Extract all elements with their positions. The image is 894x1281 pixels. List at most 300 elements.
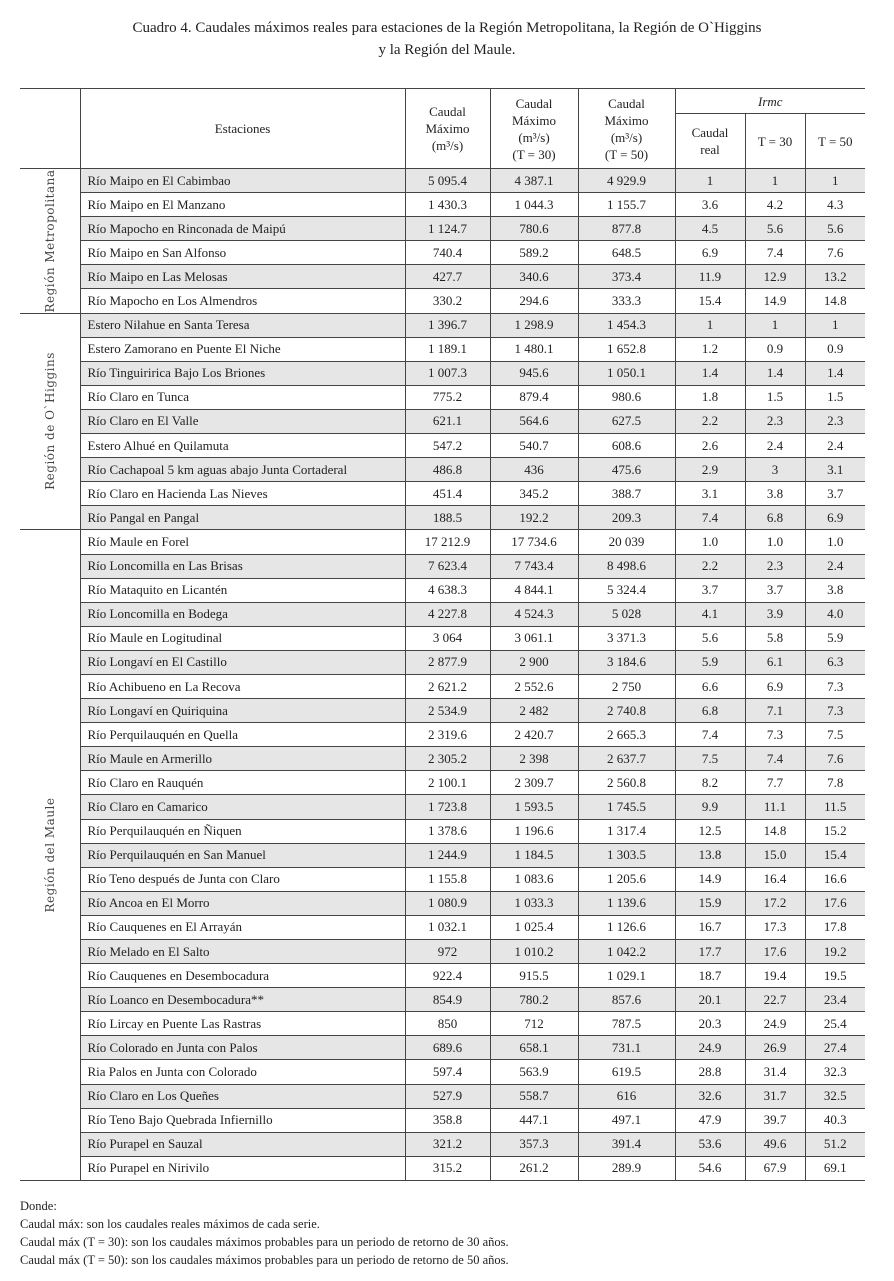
caudal-t50: 619.5: [578, 1060, 675, 1084]
caudal-t50: 497.1: [578, 1108, 675, 1132]
irmc-t50: 2.4: [805, 554, 865, 578]
station-name: Río Claro en Los Queñes: [80, 1084, 405, 1108]
irmc-t30: 7.7: [745, 771, 805, 795]
irmc-t30: 49.6: [745, 1132, 805, 1156]
station-name: Río Maipo en Las Melosas: [80, 265, 405, 289]
irmc-real: 2.9: [675, 458, 745, 482]
irmc-real: 4.5: [675, 217, 745, 241]
irmc-t30: 1.4: [745, 361, 805, 385]
header-line: (T = 30): [512, 146, 556, 162]
caudal-t50: 3 184.6: [578, 650, 675, 674]
caudal-t30-header: [490, 89, 578, 169]
station-name: Río Longaví en El Castillo: [80, 650, 405, 674]
caudal-t30: 192.2: [490, 506, 578, 530]
caudal-t30: 340.6: [490, 265, 578, 289]
table-row: [20, 915, 865, 939]
caudal-t50: 3 371.3: [578, 626, 675, 650]
irmc-real: 6.8: [675, 699, 745, 723]
caudal-t30: 7 743.4: [490, 554, 578, 578]
irmc-real: 3.6: [675, 193, 745, 217]
caudal-max: 2 305.2: [405, 747, 490, 771]
caudal-max: 1 155.8: [405, 867, 490, 891]
caudal-max: 3 064: [405, 626, 490, 650]
irmc-t50: 0.9: [805, 337, 865, 361]
irmc-t30: 24.9: [745, 1012, 805, 1036]
caudal-t30: 436: [490, 458, 578, 482]
station-name: Río Colorado en Junta con Palos: [80, 1036, 405, 1060]
irmc-real: 47.9: [675, 1108, 745, 1132]
irmc-t30: 31.4: [745, 1060, 805, 1084]
caudal-t30: 1 196.6: [490, 819, 578, 843]
caudal-max: 1 244.9: [405, 843, 490, 867]
station-name: Estero Zamorano en Puente El Niche: [80, 337, 405, 361]
caudal-t50: 388.7: [578, 482, 675, 506]
irmc-real: 3.7: [675, 578, 745, 602]
caudal-max: 1 723.8: [405, 795, 490, 819]
caudal-max: 1 124.7: [405, 217, 490, 241]
irmc-real: 18.7: [675, 964, 745, 988]
table-row: [20, 795, 865, 819]
irmc-t50: 15.2: [805, 819, 865, 843]
caudal-t50: 2 665.3: [578, 723, 675, 747]
irmc-real: 32.6: [675, 1084, 745, 1108]
caudal-t50: 608.6: [578, 434, 675, 458]
region-cell: [20, 313, 80, 530]
header-line: Caudal: [429, 104, 466, 119]
station-name: Río Perquilauquén en Quella: [80, 723, 405, 747]
caudal-max: 1 080.9: [405, 891, 490, 915]
header-line: (m³/s): [431, 138, 464, 153]
irmc-t30: 22.7: [745, 988, 805, 1012]
caudal-t50: 8 498.6: [578, 554, 675, 578]
caudal-max: 2 100.1: [405, 771, 490, 795]
irmc-real: 24.9: [675, 1036, 745, 1060]
irmc-t50: 17.6: [805, 891, 865, 915]
station-name: Río Claro en Hacienda Las Nieves: [80, 482, 405, 506]
caudal-t30: 564.6: [490, 409, 578, 433]
caudal-t50: 1 303.5: [578, 843, 675, 867]
irmc-t50: 32.5: [805, 1084, 865, 1108]
caudal-max: 740.4: [405, 241, 490, 265]
irmc-t50: 1.5: [805, 385, 865, 409]
caudal-t30: 4 844.1: [490, 578, 578, 602]
irmc-t30: 1: [745, 169, 805, 193]
header-line: Caudal: [691, 125, 729, 140]
irmc-real: 54.6: [675, 1156, 745, 1180]
caudal-max: 621.1: [405, 409, 490, 433]
irmc-t50: 7.3: [805, 674, 865, 698]
caudal-t50: 1 155.7: [578, 193, 675, 217]
header-line: (T = 50): [604, 146, 649, 162]
caudal-t50: 5 028: [578, 602, 675, 626]
station-name: Río Purapel en Nirivilo: [80, 1156, 405, 1180]
irmc-t50: 16.6: [805, 867, 865, 891]
caudal-t30: 4 524.3: [490, 602, 578, 626]
irmc-real: 7.4: [675, 506, 745, 530]
region-label: Región de O`Higgins: [42, 352, 57, 491]
irmc-t50: 4.0: [805, 602, 865, 626]
irmc-t30: 17.2: [745, 891, 805, 915]
caudal-t30: 1 083.6: [490, 867, 578, 891]
caudal-t30: 1 593.5: [490, 795, 578, 819]
irmc-t50: 7.5: [805, 723, 865, 747]
footnote: Caudal máx (T = 50): son los caudales máximos probables para un periodo de retorno de 50 años.: [20, 1253, 509, 1267]
irmc-t30: 39.7: [745, 1108, 805, 1132]
caudal-max: 188.5: [405, 506, 490, 530]
header-line: (m³/s): [518, 129, 550, 145]
caudal-t30: 345.2: [490, 482, 578, 506]
irmc-t30: 6.8: [745, 506, 805, 530]
caudal-t30: 2 398: [490, 747, 578, 771]
irmc-t50: 2.4: [805, 434, 865, 458]
caudal-t50: 1 454.3: [578, 313, 675, 337]
caudal-max: 2 534.9: [405, 699, 490, 723]
table-row: [20, 530, 865, 554]
caudal-t30: 1 025.4: [490, 915, 578, 939]
station-name: Ria Palos en Junta con Colorado: [80, 1060, 405, 1084]
caudal-max: 597.4: [405, 1060, 490, 1084]
footnotes: [20, 1197, 509, 1269]
station-name: Río Claro en Camarico: [80, 795, 405, 819]
caudal-max: 922.4: [405, 964, 490, 988]
station-name: Río Maipo en San Alfonso: [80, 241, 405, 265]
caudal-t30: 1 480.1: [490, 337, 578, 361]
caudal-max: 17 212.9: [405, 530, 490, 554]
irmc-t30: 17.6: [745, 940, 805, 964]
irmc-t50: 7.3: [805, 699, 865, 723]
flow-table: [20, 88, 865, 1181]
irmc-t30: 3: [745, 458, 805, 482]
irmc-real: 2.2: [675, 409, 745, 433]
irmc-t50: 6.3: [805, 650, 865, 674]
caudal-t30: 2 420.7: [490, 723, 578, 747]
table-row: [20, 1084, 865, 1108]
irmc-t30: 26.9: [745, 1036, 805, 1060]
station-name: Río Maule en Forel: [80, 530, 405, 554]
header-line: Máximo: [511, 112, 557, 128]
caudal-t50: 731.1: [578, 1036, 675, 1060]
irmc-real: 7.5: [675, 747, 745, 771]
table-row: [20, 602, 865, 626]
caudal-t50: 4 929.9: [578, 169, 675, 193]
irmc-t50: 1: [805, 313, 865, 337]
irmc-t30: 3.7: [745, 578, 805, 602]
caudal-t50-header: [578, 89, 675, 169]
caudal-t50: 5 324.4: [578, 578, 675, 602]
header-line: Máximo: [604, 112, 649, 128]
irmc-real: 16.7: [675, 915, 745, 939]
caudal-t50: 2 750: [578, 674, 675, 698]
irmc-t30: 3.8: [745, 482, 805, 506]
irmc-t50: 2.3: [805, 409, 865, 433]
caudal-t30: 540.7: [490, 434, 578, 458]
irmc-real: 3.1: [675, 482, 745, 506]
irmc-real: 1.0: [675, 530, 745, 554]
irmc-t30: 6.1: [745, 650, 805, 674]
caudal-t50: 1 317.4: [578, 819, 675, 843]
irmc-real: 11.9: [675, 265, 745, 289]
irmc-real: 14.9: [675, 867, 745, 891]
irmc-t30: 7.1: [745, 699, 805, 723]
caudal-t30: 3 061.1: [490, 626, 578, 650]
irmc-real: 2.2: [675, 554, 745, 578]
station-name: Río Maipo en El Manzano: [80, 193, 405, 217]
table-row: [20, 361, 865, 385]
station-name: Río Cauquenes en Desembocadura: [80, 964, 405, 988]
table-row: [20, 241, 865, 265]
irmc-t50: 1.4: [805, 361, 865, 385]
table-row: [20, 771, 865, 795]
caudal-t50: 289.9: [578, 1156, 675, 1180]
irmc-t30: 5.6: [745, 217, 805, 241]
table-row: [20, 1036, 865, 1060]
irmc-t50: 13.2: [805, 265, 865, 289]
caudal-t30: 780.2: [490, 988, 578, 1012]
station-name: Río Mapocho en Los Almendros: [80, 289, 405, 313]
irmc-t50: 19.5: [805, 964, 865, 988]
irmc-real: 8.2: [675, 771, 745, 795]
table-row: [20, 747, 865, 771]
irmc-t50: 1.0: [805, 530, 865, 554]
station-name: Río Lircay en Puente Las Rastras: [80, 1012, 405, 1036]
caudal-t50: 2 560.8: [578, 771, 675, 795]
irmc-real: 15.4: [675, 289, 745, 313]
caudal-max: 358.8: [405, 1108, 490, 1132]
caudal-t30: 447.1: [490, 1108, 578, 1132]
station-name: Río Cauquenes en El Arrayán: [80, 915, 405, 939]
table-row: [20, 626, 865, 650]
station-name: Río Longaví en Quiriquina: [80, 699, 405, 723]
station-name: Río Loncomilla en Bodega: [80, 602, 405, 626]
header-line: Caudal: [608, 95, 645, 111]
irmc-t30: 16.4: [745, 867, 805, 891]
table-row: [20, 1132, 865, 1156]
irmc-t50: 32.3: [805, 1060, 865, 1084]
table-row: [20, 434, 865, 458]
irmc-t50: 69.1: [805, 1156, 865, 1180]
caudal-t30: 945.6: [490, 361, 578, 385]
caudal-max: 1 189.1: [405, 337, 490, 361]
irmc-t30: 12.9: [745, 265, 805, 289]
table-row: [20, 699, 865, 723]
caudal-t30: 1 298.9: [490, 313, 578, 337]
table-row: [20, 289, 865, 313]
caudal-t30: 712: [490, 1012, 578, 1036]
irmc-real: 12.5: [675, 819, 745, 843]
caudal-t50: 1 042.2: [578, 940, 675, 964]
irmc-t50: 17.8: [805, 915, 865, 939]
caudal-max: 527.9: [405, 1084, 490, 1108]
caudal-max: 2 319.6: [405, 723, 490, 747]
station-name: Río Mapocho en Rinconada de Maipú: [80, 217, 405, 241]
caudal-t30: 4 387.1: [490, 169, 578, 193]
irmc-t30: 17.3: [745, 915, 805, 939]
table-row: [20, 458, 865, 482]
irmc-t50: 7.8: [805, 771, 865, 795]
irmc-real: 7.4: [675, 723, 745, 747]
irmc-t50: 27.4: [805, 1036, 865, 1060]
table-row: [20, 506, 865, 530]
irmc-t50: 6.9: [805, 506, 865, 530]
irmc-t50: 4.3: [805, 193, 865, 217]
caudal-t50: 1 205.6: [578, 867, 675, 891]
irmc-t30: 2.3: [745, 554, 805, 578]
irmc-t50: 19.2: [805, 940, 865, 964]
table-row: [20, 723, 865, 747]
caudal-t50: 373.4: [578, 265, 675, 289]
caudal-t50: 1 029.1: [578, 964, 675, 988]
caudal-max: 1 007.3: [405, 361, 490, 385]
irmc-t50: 5.9: [805, 626, 865, 650]
caudal-max: 4 638.3: [405, 578, 490, 602]
caudal-max-header: [405, 89, 490, 169]
caudal-t50: 391.4: [578, 1132, 675, 1156]
irmc-t50-header: T = 50: [805, 114, 865, 169]
caudal-t50: 627.5: [578, 409, 675, 433]
caudal-max: 972: [405, 940, 490, 964]
irmc-real: 1: [675, 169, 745, 193]
region-cell: [20, 530, 80, 1181]
caudal-t50: 1 050.1: [578, 361, 675, 385]
irmc-t50: 1: [805, 169, 865, 193]
caudal-max: 850: [405, 1012, 490, 1036]
table-body: [20, 169, 865, 1181]
caudal-t30: 1 033.3: [490, 891, 578, 915]
caudal-max: 321.2: [405, 1132, 490, 1156]
station-name: Río Melado en El Salto: [80, 940, 405, 964]
header-line: real: [700, 142, 720, 157]
irmc-real: 15.9: [675, 891, 745, 915]
irmc-t30: 4.2: [745, 193, 805, 217]
irmc-t50: 15.4: [805, 843, 865, 867]
footnote: Caudal máx (T = 30): son los caudales máximos probables para un periodo de retorno de 30 años.: [20, 1235, 509, 1249]
station-name: Río Claro en Tunca: [80, 385, 405, 409]
caudal-t50: 20 039: [578, 530, 675, 554]
caudal-t50: 877.8: [578, 217, 675, 241]
caudal-t30: 1 184.5: [490, 843, 578, 867]
irmc-t30: 1.5: [745, 385, 805, 409]
caudal-t50: 2 637.7: [578, 747, 675, 771]
station-name: Río Mataquito en Licantén: [80, 578, 405, 602]
irmc-real: 1.4: [675, 361, 745, 385]
irmc-label: Irmc: [757, 93, 783, 109]
caudal-t50: 1 745.5: [578, 795, 675, 819]
caudal-t30: 2 900: [490, 650, 578, 674]
table-row: [20, 1108, 865, 1132]
caudal-t50: 209.3: [578, 506, 675, 530]
caudal-t30: 2 309.7: [490, 771, 578, 795]
caudal-t50: 333.3: [578, 289, 675, 313]
irmc-t30-header: T = 30: [745, 114, 805, 169]
irmc-t50: 51.2: [805, 1132, 865, 1156]
station-name: Río Maule en Logitudinal: [80, 626, 405, 650]
caudal-t30: 2 482: [490, 699, 578, 723]
table-row: [20, 1012, 865, 1036]
irmc-real: 1.2: [675, 337, 745, 361]
region-label: Región Metropolitana: [42, 169, 57, 313]
irmc-t50: 14.8: [805, 289, 865, 313]
irmc-t30: 6.9: [745, 674, 805, 698]
irmc-t30: 31.7: [745, 1084, 805, 1108]
caudal-max: 2 877.9: [405, 650, 490, 674]
caudal-t30: 558.7: [490, 1084, 578, 1108]
irmc-t30: 5.8: [745, 626, 805, 650]
irmc-t50: 40.3: [805, 1108, 865, 1132]
caudal-t50: 648.5: [578, 241, 675, 265]
irmc-t50: 11.5: [805, 795, 865, 819]
irmc-t50: 25.4: [805, 1012, 865, 1036]
irmc-real: 13.8: [675, 843, 745, 867]
table-row: [20, 674, 865, 698]
table-row: [20, 843, 865, 867]
table-row: [20, 217, 865, 241]
table-row: [20, 867, 865, 891]
irmc-t30: 1.0: [745, 530, 805, 554]
irmc-t30: 0.9: [745, 337, 805, 361]
irmc-t30: 7.4: [745, 747, 805, 771]
table-row: [20, 313, 865, 337]
irmc-real: 20.3: [675, 1012, 745, 1036]
station-name: Río Maule en Armerillo: [80, 747, 405, 771]
caudal-t50: 857.6: [578, 988, 675, 1012]
station-name: Río Tinguiririca Bajo Los Briones: [80, 361, 405, 385]
caudal-t50: 2 740.8: [578, 699, 675, 723]
irmc-header: [675, 89, 865, 114]
table-row: [20, 554, 865, 578]
table-row: [20, 578, 865, 602]
irmc-t30: 67.9: [745, 1156, 805, 1180]
caudal-max: 486.8: [405, 458, 490, 482]
table-row: [20, 337, 865, 361]
irmc-real: 5.6: [675, 626, 745, 650]
irmc-real: 9.9: [675, 795, 745, 819]
footnote: Caudal máx: son los caudales reales máximos de cada serie.: [20, 1217, 320, 1231]
header-line: Caudal: [515, 95, 553, 111]
caudal-max: 1 430.3: [405, 193, 490, 217]
region-header: [20, 89, 80, 169]
table-row: [20, 650, 865, 674]
caudal-max: 4 227.8: [405, 602, 490, 626]
caudal-t30: 1 010.2: [490, 940, 578, 964]
caudal-max: 1 378.6: [405, 819, 490, 843]
table-row: [20, 891, 865, 915]
station-name: Río Maipo en El Cabimbao: [80, 169, 405, 193]
caption-line-2: y la Región del Maule.: [378, 42, 516, 58]
station-name: Río Purapel en Sauzal: [80, 1132, 405, 1156]
irmc-t30: 2.3: [745, 409, 805, 433]
header-line: (m³/s): [610, 129, 643, 145]
caudal-t30: 780.6: [490, 217, 578, 241]
irmc-real: 20.1: [675, 988, 745, 1012]
irmc-real-header: [675, 114, 745, 169]
irmc-real: 17.7: [675, 940, 745, 964]
station-name: Río Cachapoal 5 km aguas abajo Junta Cortaderal: [80, 458, 405, 482]
caudal-t30: 658.1: [490, 1036, 578, 1060]
table-row: [20, 964, 865, 988]
caudal-t30: 879.4: [490, 385, 578, 409]
irmc-t30: 1: [745, 313, 805, 337]
caudal-max: 1 032.1: [405, 915, 490, 939]
station-name: Río Achibueno en La Recova: [80, 674, 405, 698]
caudal-t30: 589.2: [490, 241, 578, 265]
irmc-t30: 3.9: [745, 602, 805, 626]
table-row: [20, 940, 865, 964]
caudal-max: 427.7: [405, 265, 490, 289]
caudal-max: 775.2: [405, 385, 490, 409]
caudal-t30: 294.6: [490, 289, 578, 313]
irmc-real: 5.9: [675, 650, 745, 674]
station-name: Río Loncomilla en Las Brisas: [80, 554, 405, 578]
